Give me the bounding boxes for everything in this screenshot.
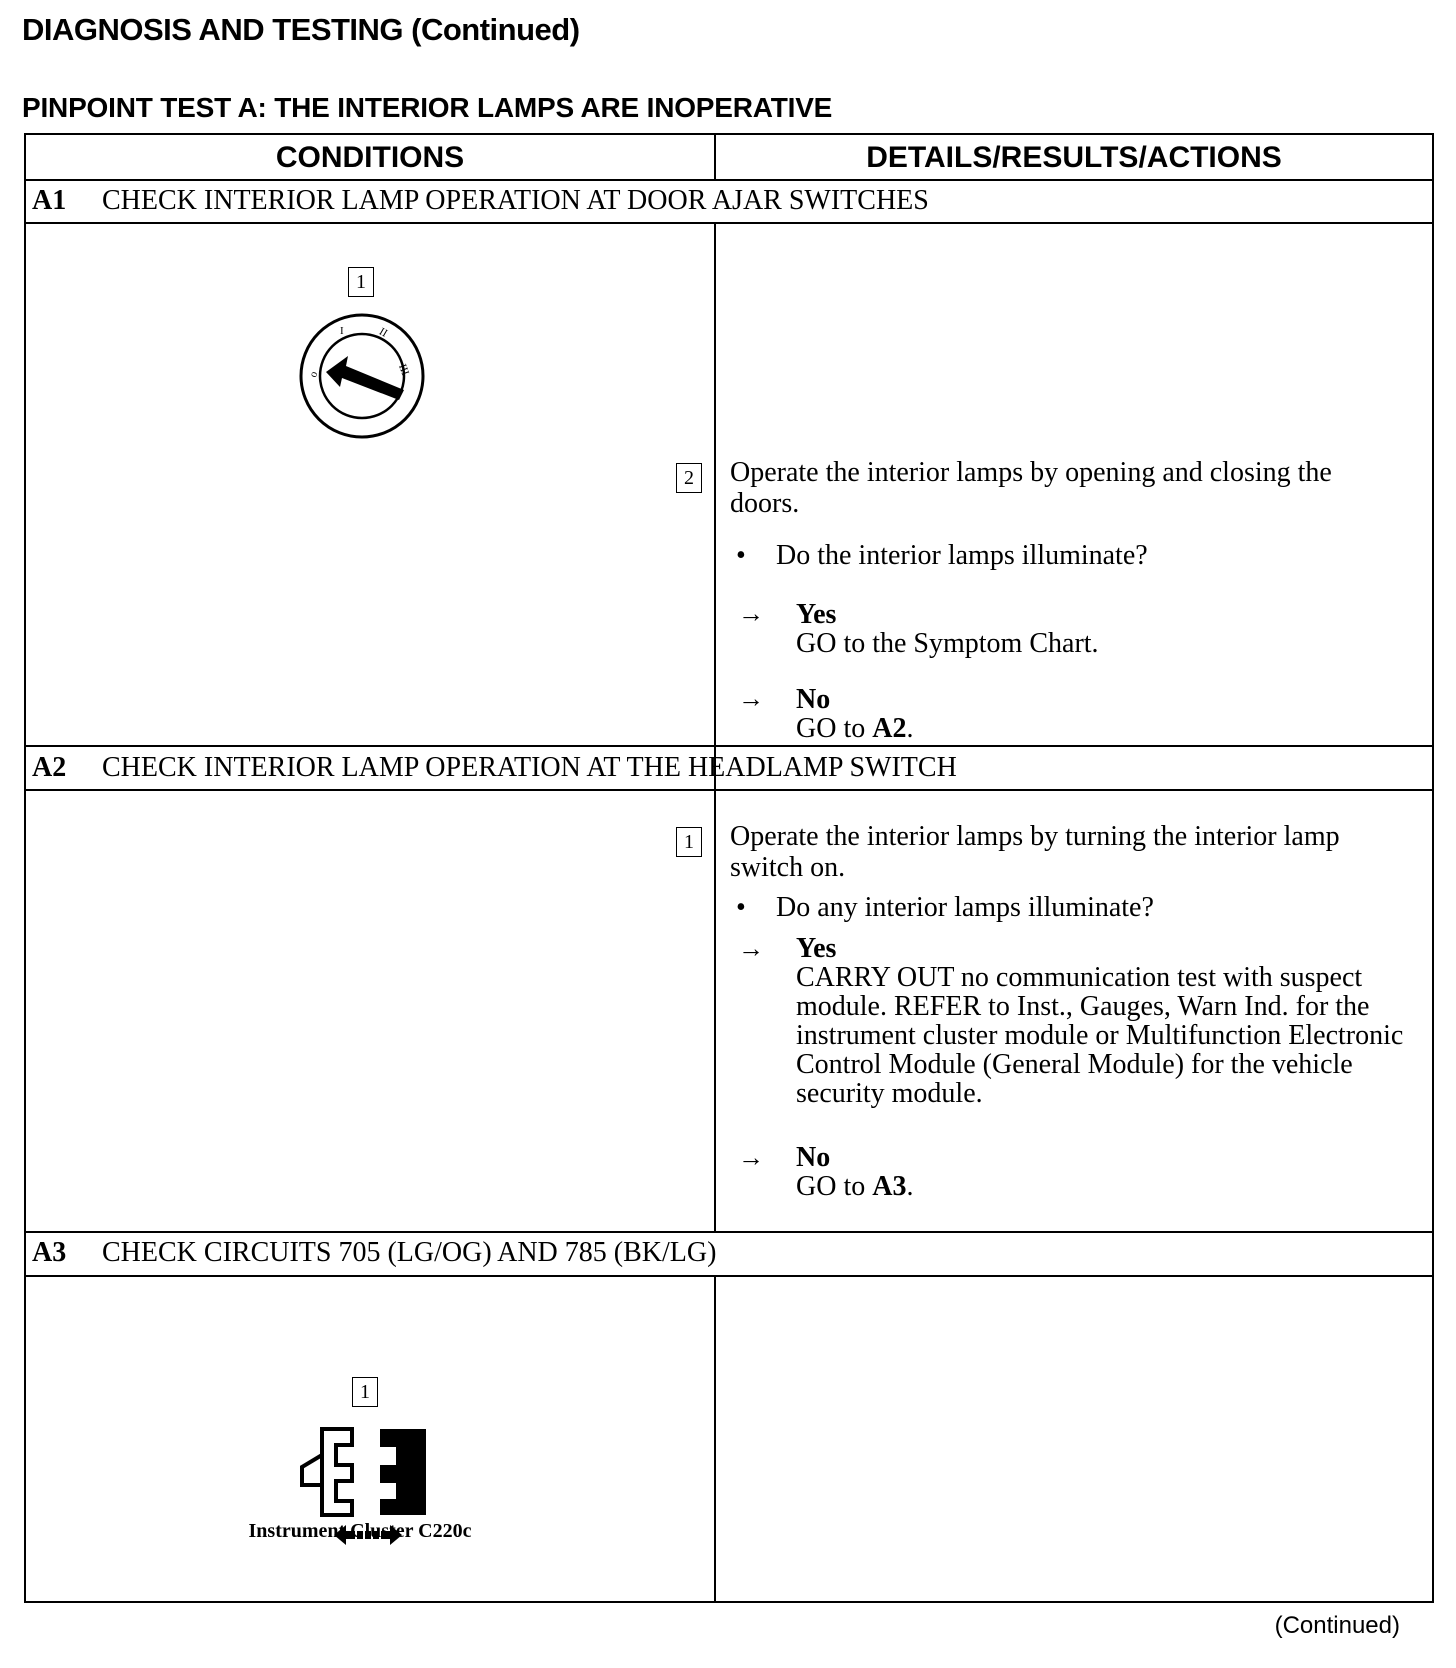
right-arrow-icon: → [738,1142,764,1172]
step-a2-title: CHECK INTERIOR LAMP OPERATION AT THE HEADLAMP SWITCH [102,752,957,783]
a1-instruction: Operate the interior lamps by opening and closing the doors. [730,457,1332,519]
right-arrow-icon: → [738,683,764,713]
row-divider [26,789,1432,791]
a1-illustration-step-number: 1 [348,267,374,297]
a1-no-label: No [796,684,831,715]
row-divider [26,179,1432,181]
bullet: • [736,540,746,571]
step-a1-id: A1 [32,185,67,216]
row-divider [26,1231,1432,1233]
step-a3-id: A3 [32,1237,67,1268]
row-divider [26,745,1432,747]
a2-question: Do any interior lamps illuminate? [776,892,1154,923]
svg-text:I: I [340,325,344,337]
a1-no-action [796,714,1376,744]
column-divider [714,135,716,179]
a2-instruction: Operate the interior lamps by turning the interior lamp switch on. [730,821,1340,883]
a1-no-action-ref[interactable]: A2 [872,713,907,744]
a2-no-action-prefix: GO to [796,1171,873,1202]
conditions-column-header: CONDITIONS [275,141,465,174]
test-title: PINPOINT TEST A: THE INTERIOR LAMPS ARE INOPERATIVE [22,92,833,123]
a2-no-label: No [796,1142,831,1173]
pinpoint-test-table [24,133,1434,1603]
a1-yes-label: Yes [796,599,837,630]
bullet: • [736,892,746,923]
ignition-key-switch-icon [296,310,428,442]
step-a3-header [32,1237,716,1269]
svg-text:II: II [377,325,390,340]
row-divider [26,222,1432,224]
step-a1-title: CHECK INTERIOR LAMP OPERATION AT DOOR AJAR SWITCHES [102,185,929,216]
a3-illustration-step-number: 1 [352,1377,378,1407]
svg-text:III: III [396,362,412,377]
svg-text:o: o [307,369,321,380]
continued-label: (Continued) [1274,1612,1400,1639]
row-divider [26,1275,1432,1277]
a2-detail-step-number: 1 [676,827,702,857]
step-a2-header [32,752,957,784]
a2-no-action-ref[interactable]: A3 [872,1171,907,1202]
a1-no-action-prefix: GO to [796,713,873,744]
step-a3-title: CHECK CIRCUITS 705 (LG/OG) AND 785 (BK/LG) [102,1237,717,1268]
a2-no-action [796,1172,1376,1202]
column-divider [714,791,716,1231]
right-arrow-icon: → [738,598,764,628]
a2-yes-label: Yes [796,933,837,964]
a2-yes-action: CARRY OUT no communication test with suspect module. REFER to Inst., Gauges, Warn Ind. for the instrument cluster module or Multifunction Electronic Control Module (General Module) for the vehicle security module. [796,962,1404,1109]
details-column-header: DETAILS/RESULTS/ACTIONS [866,141,1282,174]
a2-no-action-suffix: . [906,1171,914,1202]
a1-question: Do the interior lamps illuminate? [776,540,1148,571]
step-a1-header [32,185,929,217]
a1-yes-action: GO to the Symptom Chart. [796,628,1099,659]
right-arrow-icon: → [738,933,764,963]
a1-detail-step-number: 2 [676,463,702,493]
a1-no-action-suffix: . [906,713,914,744]
step-a2-id: A2 [32,752,67,783]
page-title: DIAGNOSIS AND TESTING (Continued) [22,12,580,47]
column-divider [714,1277,716,1603]
a3-illustration-caption: Instrument Cluster C220c [248,1520,472,1542]
